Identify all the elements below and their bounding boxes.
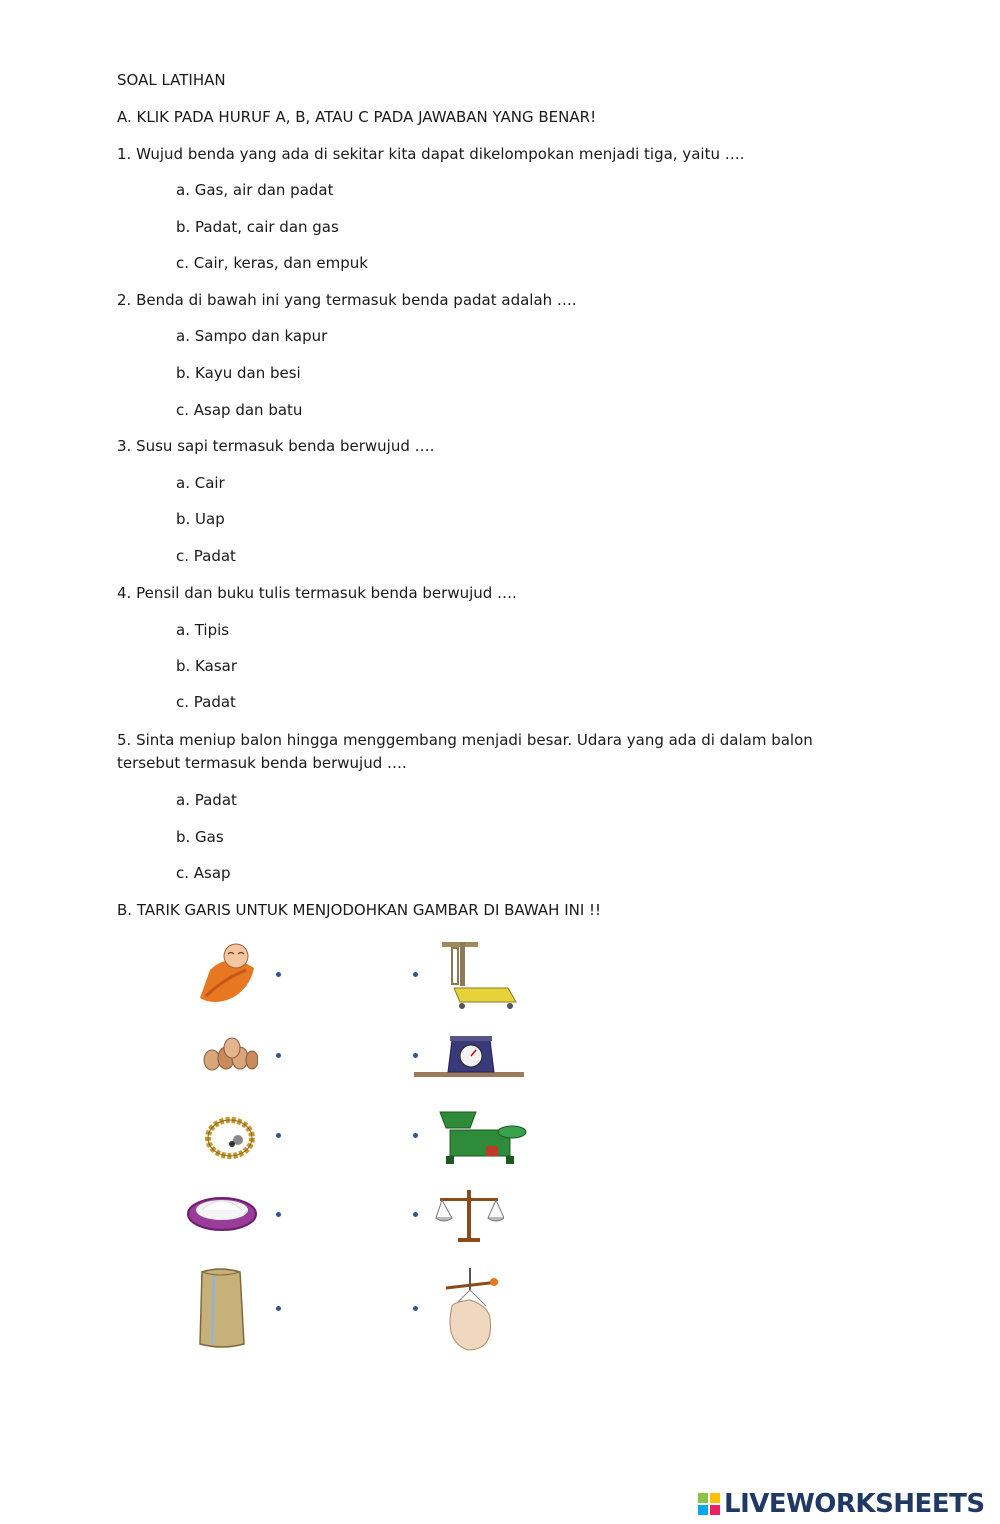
baby-image	[192, 940, 262, 1008]
q2-option-b[interactable]: b. Kayu dan besi	[176, 364, 301, 382]
match-dot-left-4[interactable]	[276, 1212, 281, 1217]
liveworksheets-logo-icon	[698, 1493, 720, 1515]
match-dot-left-3[interactable]	[276, 1133, 281, 1138]
question-4: 4. Pensil dan buku tulis termasuk benda berwujud ….	[117, 584, 517, 602]
question-1: 1. Wujud benda yang ada di sekitar kita dapat dikelompokan menjadi tiga, yaitu ….	[117, 145, 745, 163]
rice-sack-image	[194, 1266, 252, 1350]
q2-option-a[interactable]: a. Sampo dan kapur	[176, 327, 328, 345]
match-dot-left-1[interactable]	[276, 972, 281, 977]
q2-option-c[interactable]: c. Asap dan batu	[176, 401, 303, 419]
liveworksheets-logo-text: LIVEWORKSHEETS	[724, 1489, 985, 1519]
match-dot-right-4[interactable]	[413, 1212, 418, 1217]
q1-option-b[interactable]: b. Padat, cair dan gas	[176, 218, 339, 236]
worksheet-title: SOAL LATIHAN	[117, 71, 226, 89]
eggs-image	[202, 1036, 258, 1076]
match-dot-left-2[interactable]	[276, 1053, 281, 1058]
section-b-instruction: B. TARIK GARIS UNTUK MENJODOHKAN GAMBAR DI BAWAH INI !!	[117, 901, 602, 919]
q1-option-a[interactable]: a. Gas, air dan padat	[176, 181, 334, 199]
q5-option-c[interactable]: c. Asap	[176, 864, 231, 882]
match-dot-right-5[interactable]	[413, 1306, 418, 1311]
q3-option-b[interactable]: b. Uap	[176, 510, 225, 528]
platform-scale-image	[438, 938, 520, 1010]
q4-option-c[interactable]: c. Padat	[176, 693, 236, 711]
flour-bowl-image	[186, 1188, 260, 1236]
balance-scale-image	[434, 1186, 504, 1244]
q5-option-b[interactable]: b. Gas	[176, 828, 224, 846]
section-a-instruction: A. KLIK PADA HURUF A, B, ATAU C PADA JAWABAN YANG BENAR!	[117, 108, 597, 126]
market-scale-image	[436, 1106, 528, 1166]
q4-option-a[interactable]: a. Tipis	[176, 621, 230, 639]
kitchen-scale-image	[414, 1032, 524, 1080]
question-2: 2. Benda di bawah ini yang termasuk benda padat adalah ….	[117, 291, 577, 309]
hanging-scale-image	[440, 1266, 502, 1356]
liveworksheets-logo	[698, 1489, 985, 1519]
q4-option-b[interactable]: b. Kasar	[176, 657, 237, 675]
match-dot-right-1[interactable]	[413, 972, 418, 977]
question-5: 5. Sinta meniup balon hingga menggembang menjadi besar. Udara yang ada di dalam balon tersebut termasuk benda berwujud ….	[117, 731, 813, 772]
question-3: 3. Susu sapi termasuk benda berwujud ….	[117, 437, 435, 455]
q5-option-a[interactable]: a. Padat	[176, 791, 237, 809]
match-dot-right-3[interactable]	[413, 1133, 418, 1138]
gold-necklace-image	[202, 1110, 262, 1164]
q3-option-a[interactable]: a. Cair	[176, 474, 225, 492]
q3-option-c[interactable]: c. Padat	[176, 547, 236, 565]
q1-option-c[interactable]: c. Cair, keras, dan empuk	[176, 254, 368, 272]
match-dot-left-5[interactable]	[276, 1306, 281, 1311]
